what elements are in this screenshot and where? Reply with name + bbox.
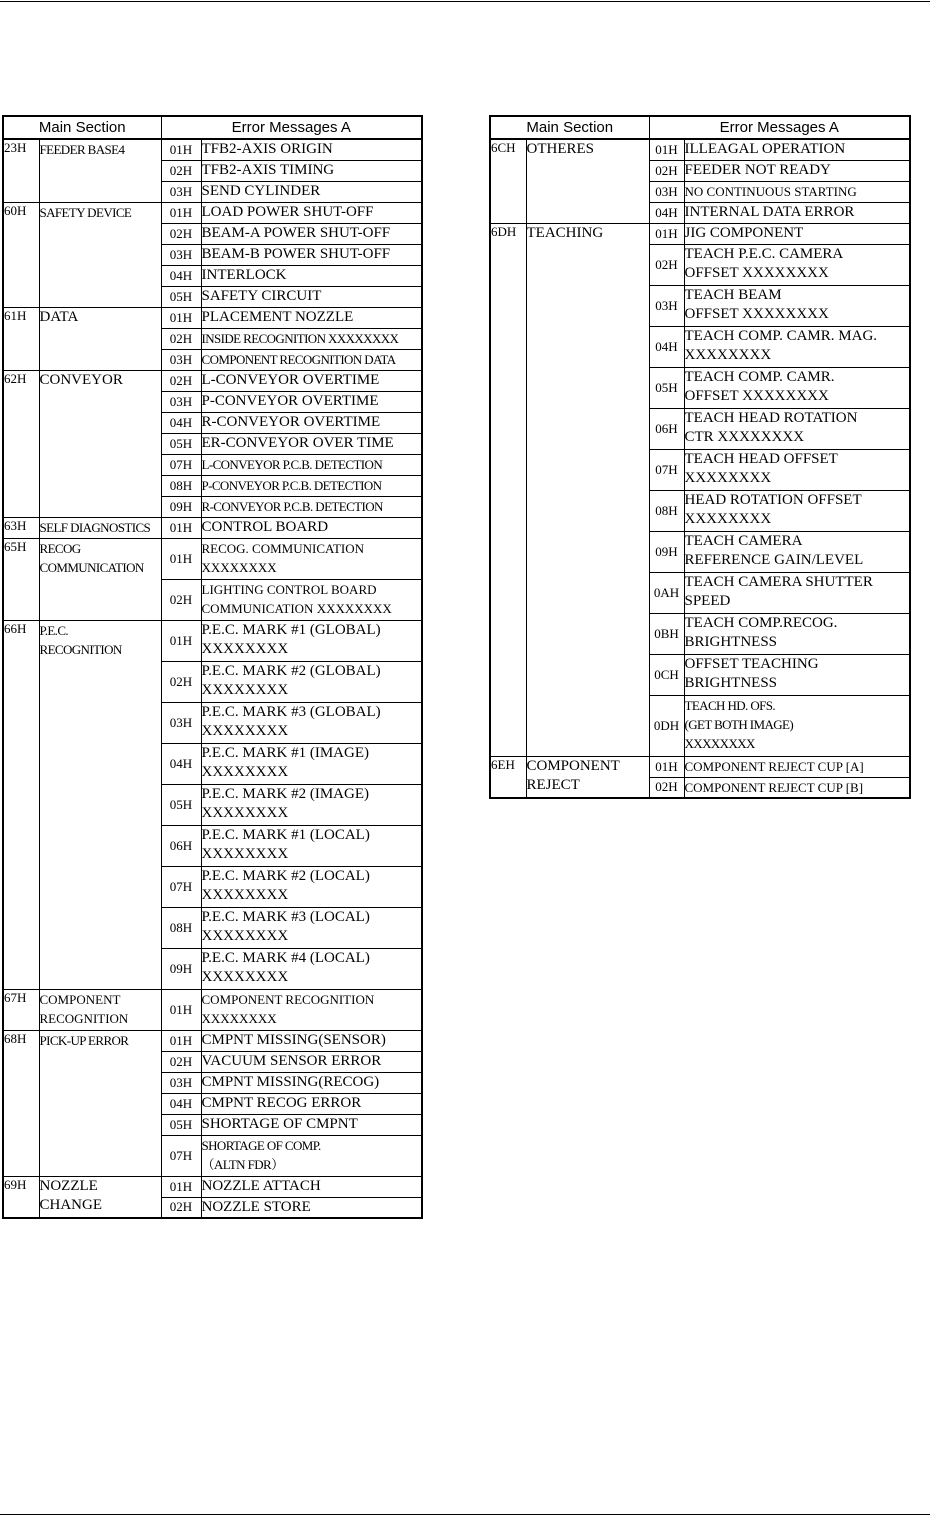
error-message-line: CONTROL BOARD bbox=[201, 518, 329, 535]
error-sub-code: 03H bbox=[161, 349, 201, 370]
error-message-line: XXXXXXXX bbox=[201, 763, 289, 780]
error-sub-code: 01H bbox=[161, 538, 201, 579]
error-message-line: P.E.C. MARK #3 (GLOBAL) bbox=[201, 703, 381, 720]
left-error-table bbox=[2, 115, 423, 1219]
error-message bbox=[201, 1051, 422, 1072]
error-message bbox=[684, 572, 910, 613]
error-message-line: XXXXXXXX bbox=[684, 510, 772, 527]
table-row bbox=[3, 989, 422, 1030]
error-message bbox=[201, 1135, 422, 1176]
error-message bbox=[684, 367, 910, 408]
main-section-code: 67H bbox=[3, 989, 39, 1030]
error-message bbox=[201, 743, 422, 784]
error-message-line: TEACH HEAD ROTATION bbox=[684, 409, 858, 426]
error-message-line: COMPONENT REJECT CUP [B] bbox=[684, 779, 864, 795]
error-message bbox=[684, 531, 910, 572]
error-message-line: P.E.C. MARK #1 (IMAGE) bbox=[201, 744, 370, 761]
main-section-code: 63H bbox=[3, 517, 39, 538]
error-sub-code: 04H bbox=[649, 202, 684, 223]
error-message bbox=[201, 784, 422, 825]
error-message bbox=[201, 620, 422, 661]
error-message-line: INTERNAL DATA ERROR bbox=[684, 203, 855, 220]
error-sub-code: 03H bbox=[161, 244, 201, 265]
main-section-name-line: SAFETY DEVICE bbox=[39, 204, 132, 220]
error-messages-header: Error Messages A bbox=[649, 116, 910, 139]
error-message-line: CTR XXXXXXXX bbox=[684, 428, 805, 445]
error-message-line: JIG COMPONENT bbox=[684, 224, 804, 241]
error-sub-code: 03H bbox=[649, 181, 684, 202]
main-section-name-line: PICK-UP ERROR bbox=[39, 1032, 129, 1048]
error-message-line: HEAD ROTATION OFFSET bbox=[684, 491, 862, 508]
table-row bbox=[3, 517, 422, 538]
error-message-line: SAFETY CIRCUIT bbox=[201, 287, 322, 304]
error-sub-code: 01H bbox=[161, 989, 201, 1030]
main-section-name bbox=[39, 620, 161, 989]
main-section-name-line: RECOGNITION bbox=[39, 641, 122, 657]
error-message bbox=[201, 244, 422, 265]
error-sub-code: 05H bbox=[649, 367, 684, 408]
error-sub-code: 01H bbox=[161, 307, 201, 328]
error-sub-code: 05H bbox=[161, 1114, 201, 1135]
error-sub-code: 02H bbox=[161, 223, 201, 244]
error-message-line: CMPNT MISSING(SENSOR) bbox=[201, 1031, 386, 1048]
main-section-name bbox=[39, 202, 161, 307]
error-message-line: P.E.C. MARK #4 (LOCAL) bbox=[201, 949, 370, 966]
error-message-line: OFFSET XXXXXXXX bbox=[684, 305, 829, 322]
error-message bbox=[201, 433, 422, 454]
error-sub-code: 03H bbox=[649, 285, 684, 326]
error-message bbox=[201, 1197, 422, 1218]
error-message bbox=[684, 756, 910, 777]
error-message-line: P.E.C. MARK #2 (IMAGE) bbox=[201, 785, 370, 802]
error-sub-code: 04H bbox=[161, 1093, 201, 1114]
error-message-line: R-CONVEYOR P.C.B. DETECTION bbox=[201, 498, 383, 514]
error-message bbox=[201, 349, 422, 370]
main-section-header: Main Section bbox=[490, 116, 649, 139]
error-message bbox=[201, 1114, 422, 1135]
error-message bbox=[201, 265, 422, 286]
main-section-code: 23H bbox=[3, 139, 39, 202]
error-message-line: P.E.C. MARK #1 (LOCAL) bbox=[201, 826, 370, 843]
error-message-line: SEND CYLINDER bbox=[201, 182, 321, 199]
error-message-line: TEACH BEAM bbox=[684, 286, 782, 303]
error-message-line: R-CONVEYOR OVERTIME bbox=[201, 413, 381, 430]
error-sub-code: 02H bbox=[161, 579, 201, 620]
error-message-line: LIGHTING CONTROL BOARD bbox=[201, 581, 377, 597]
error-sub-code: 05H bbox=[161, 286, 201, 307]
error-message bbox=[201, 370, 422, 391]
error-message-line: COMPONENT RECOGNITION DATA bbox=[201, 351, 396, 367]
error-message bbox=[201, 1093, 422, 1114]
error-message-line: P-CONVEYOR OVERTIME bbox=[201, 392, 379, 409]
error-sub-code: 08H bbox=[649, 490, 684, 531]
error-message-line: ILLEAGAL OPERATION bbox=[684, 141, 846, 157]
error-message bbox=[684, 202, 910, 223]
main-section-name-line: SELF DIAGNOSTICS bbox=[39, 519, 151, 535]
error-message-line: P-CONVEYOR P.C.B. DETECTION bbox=[201, 477, 382, 493]
error-message bbox=[684, 654, 910, 695]
error-message-line: BRIGHTNESS bbox=[684, 633, 778, 650]
error-message-line: COMMUNICATION XXXXXXXX bbox=[201, 600, 392, 616]
error-sub-code: 03H bbox=[161, 391, 201, 412]
main-section-name-line: OTHERES bbox=[526, 141, 594, 157]
error-message bbox=[201, 948, 422, 989]
main-section-name-line: P.E.C. bbox=[39, 622, 69, 638]
error-message bbox=[684, 326, 910, 367]
table-row bbox=[3, 139, 422, 160]
main-section-name-line: REJECT bbox=[526, 776, 580, 793]
error-message-line: XXXXXXXX bbox=[201, 559, 277, 575]
error-message bbox=[201, 496, 422, 517]
error-message-line: ER-CONVEYOR OVER TIME bbox=[201, 434, 394, 451]
main-section-name bbox=[39, 517, 161, 538]
main-section-name-line: CHANGE bbox=[39, 1196, 102, 1213]
error-sub-code: 02H bbox=[649, 777, 684, 798]
error-message bbox=[684, 449, 910, 490]
error-sub-code: 01H bbox=[161, 1176, 201, 1197]
error-message-line: LOAD POWER SHUT-OFF bbox=[201, 203, 374, 220]
error-message-line: XXXXXXXX bbox=[201, 968, 289, 985]
main-section-name-line: RECOG bbox=[39, 540, 81, 556]
error-message bbox=[201, 454, 422, 475]
error-message-line: TEACH P.E.C. CAMERA bbox=[684, 245, 844, 262]
error-message-line: TEACH COMP. CAMR. bbox=[684, 368, 835, 385]
error-message-line: XXXXXXXX bbox=[201, 722, 289, 739]
error-message-line: XXXXXXXX bbox=[684, 735, 755, 751]
table-row bbox=[3, 307, 422, 328]
main-section-code: 6EH bbox=[490, 756, 526, 798]
error-message-line: XXXXXXXX bbox=[684, 346, 772, 363]
main-section-code: 6CH bbox=[490, 139, 526, 223]
main-section-name bbox=[526, 139, 649, 223]
main-section-name-line: NOZZLE bbox=[39, 1177, 98, 1194]
main-section-name-line: TEACHING bbox=[526, 224, 604, 241]
error-message-line: XXXXXXXX bbox=[201, 804, 289, 821]
error-sub-code: 0CH bbox=[649, 654, 684, 695]
error-message-line: TFB2-AXIS ORIGIN bbox=[201, 141, 333, 157]
error-message-line: TEACH HD. OFS. bbox=[684, 697, 776, 713]
error-message-line: COMPONENT RECOGNITION bbox=[201, 991, 375, 1007]
error-message bbox=[684, 695, 910, 756]
error-message bbox=[684, 223, 910, 244]
error-sub-code: 07H bbox=[161, 866, 201, 907]
error-sub-code: 02H bbox=[649, 244, 684, 285]
error-message-line: INTERLOCK bbox=[201, 266, 287, 283]
error-message bbox=[684, 139, 910, 160]
error-message-line: XXXXXXXX bbox=[201, 640, 289, 657]
error-sub-code: 08H bbox=[161, 907, 201, 948]
error-message-line: BEAM-A POWER SHUT-OFF bbox=[201, 224, 391, 241]
error-message-line: TFB2-AXIS TIMING bbox=[201, 161, 335, 178]
error-message-line: P.E.C. MARK #3 (LOCAL) bbox=[201, 908, 370, 925]
main-section-name bbox=[39, 370, 161, 517]
error-sub-code: 01H bbox=[649, 756, 684, 777]
error-message-line: NOZZLE ATTACH bbox=[201, 1177, 321, 1194]
error-sub-code: 01H bbox=[161, 517, 201, 538]
error-message-line: TEACH COMP.RECOG. bbox=[684, 614, 838, 631]
error-message-line: OFFSET XXXXXXXX bbox=[684, 387, 829, 404]
error-message-line: INSIDE RECOGNITION XXXXXXXX bbox=[201, 330, 399, 346]
error-sub-code: 01H bbox=[161, 139, 201, 160]
error-sub-code: 01H bbox=[161, 202, 201, 223]
error-message-line: (GET BOTH IMAGE) bbox=[684, 716, 794, 732]
error-message bbox=[201, 1072, 422, 1093]
table-header-row bbox=[3, 116, 422, 139]
main-section-name-line: DATA bbox=[39, 308, 79, 325]
error-message bbox=[201, 538, 422, 579]
main-section-name bbox=[39, 139, 161, 202]
error-message-line: XXXXXXXX bbox=[201, 927, 289, 944]
error-message-line: L-CONVEYOR OVERTIME bbox=[201, 371, 380, 388]
main-section-code: 60H bbox=[3, 202, 39, 307]
error-sub-code: 01H bbox=[649, 139, 684, 160]
error-message-line: L-CONVEYOR P.C.B. DETECTION bbox=[201, 456, 383, 472]
table-header-row bbox=[490, 116, 910, 139]
error-sub-code: 09H bbox=[161, 496, 201, 517]
main-section-name bbox=[39, 989, 161, 1030]
error-sub-code: 02H bbox=[161, 1197, 201, 1218]
error-message bbox=[201, 517, 422, 538]
error-sub-code: 04H bbox=[649, 326, 684, 367]
error-message-line: FEEDER NOT READY bbox=[684, 161, 831, 178]
error-sub-code: 02H bbox=[161, 328, 201, 349]
error-message-line: TEACH HEAD OFFSET bbox=[684, 450, 838, 467]
error-message-line: TEACH CAMERA bbox=[684, 532, 803, 549]
error-message-line: P.E.C. MARK #1 (GLOBAL) bbox=[201, 621, 381, 638]
error-message-line: BEAM-B POWER SHUT-OFF bbox=[201, 245, 391, 262]
error-message bbox=[684, 613, 910, 654]
bottom-rule bbox=[0, 1514, 930, 1515]
error-message bbox=[201, 181, 422, 202]
main-section-name bbox=[526, 223, 649, 756]
main-section-name bbox=[39, 1030, 161, 1176]
error-message-line: P.E.C. MARK #2 (LOCAL) bbox=[201, 867, 370, 884]
main-section-name-line: COMPONENT bbox=[39, 991, 121, 1007]
error-message bbox=[684, 160, 910, 181]
error-message bbox=[201, 475, 422, 496]
error-message-line: PLACEMENT NOZZLE bbox=[201, 308, 354, 325]
error-message-line: CMPNT MISSING(RECOG) bbox=[201, 1073, 380, 1090]
error-message bbox=[684, 285, 910, 326]
error-message bbox=[201, 907, 422, 948]
error-message-line: OFFSET XXXXXXXX bbox=[684, 264, 829, 281]
table-row bbox=[3, 202, 422, 223]
error-message-line: XXXXXXXX bbox=[201, 845, 289, 862]
main-section-code: 62H bbox=[3, 370, 39, 517]
error-sub-code: 03H bbox=[161, 1072, 201, 1093]
error-message-line: NO CONTINUOUS STARTING bbox=[684, 183, 857, 199]
error-sub-code: 04H bbox=[161, 743, 201, 784]
error-sub-code: 02H bbox=[161, 661, 201, 702]
error-sub-code: 09H bbox=[649, 531, 684, 572]
error-message-line: SHORTAGE OF CMPNT bbox=[201, 1115, 358, 1132]
error-message bbox=[201, 989, 422, 1030]
main-section-name bbox=[39, 307, 161, 370]
error-message-line: TEACH COMP. CAMR. MAG. bbox=[684, 327, 878, 344]
error-message bbox=[201, 307, 422, 328]
error-message bbox=[201, 1030, 422, 1051]
error-message bbox=[201, 412, 422, 433]
error-message-line: XXXXXXXX bbox=[684, 469, 772, 486]
main-section-header: Main Section bbox=[3, 116, 161, 139]
error-message-line: VACUUM SENSOR ERROR bbox=[201, 1052, 382, 1069]
error-message bbox=[684, 777, 910, 798]
error-message bbox=[201, 202, 422, 223]
main-section-name-line: COMPONENT bbox=[526, 757, 620, 774]
error-message-line: RECOG. COMMUNICATION bbox=[201, 540, 365, 556]
error-sub-code: 06H bbox=[161, 825, 201, 866]
error-message-line: XXXXXXXX bbox=[201, 886, 289, 903]
main-section-name-line: RECOGNITION bbox=[39, 1010, 129, 1026]
error-sub-code: 03H bbox=[161, 702, 201, 743]
main-section-name-line: CONVEYOR bbox=[39, 371, 123, 388]
main-section-code: 65H bbox=[3, 538, 39, 620]
main-section-code: 69H bbox=[3, 1176, 39, 1218]
error-sub-code: 04H bbox=[161, 412, 201, 433]
error-sub-code: 02H bbox=[161, 370, 201, 391]
error-message bbox=[201, 661, 422, 702]
error-messages-header: Error Messages A bbox=[161, 116, 422, 139]
main-section-name-line: FEEDER BASE4 bbox=[39, 142, 125, 157]
error-message-line: SHORTAGE OF COMP. bbox=[201, 1137, 321, 1153]
error-sub-code: 08H bbox=[161, 475, 201, 496]
error-message-line: NOZZLE STORE bbox=[201, 1198, 311, 1215]
table-row bbox=[490, 139, 910, 160]
error-sub-code: 04H bbox=[161, 265, 201, 286]
error-message-line: OFFSET TEACHING bbox=[684, 655, 819, 672]
error-message bbox=[684, 408, 910, 449]
error-message-line: P.E.C. MARK #2 (GLOBAL) bbox=[201, 662, 381, 679]
error-sub-code: 07H bbox=[161, 1135, 201, 1176]
error-sub-code: 0AH bbox=[649, 572, 684, 613]
table-row bbox=[490, 223, 910, 244]
error-message bbox=[201, 579, 422, 620]
error-message bbox=[201, 866, 422, 907]
error-message bbox=[684, 490, 910, 531]
error-message-line: COMPONENT REJECT CUP [A] bbox=[684, 758, 864, 774]
main-section-code: 66H bbox=[3, 620, 39, 989]
error-message-line: XXXXXXXX bbox=[201, 1010, 277, 1026]
table-row bbox=[3, 370, 422, 391]
error-sub-code: 01H bbox=[649, 223, 684, 244]
top-rule bbox=[0, 1, 930, 2]
error-sub-code: 07H bbox=[161, 454, 201, 475]
error-sub-code: 0DH bbox=[649, 695, 684, 756]
error-message bbox=[201, 139, 422, 160]
error-message-line: CMPNT RECOG ERROR bbox=[201, 1094, 362, 1111]
main-section-name bbox=[39, 538, 161, 620]
error-message bbox=[201, 160, 422, 181]
right-error-table bbox=[489, 115, 911, 799]
error-message bbox=[201, 223, 422, 244]
error-message bbox=[201, 286, 422, 307]
main-section-code: 68H bbox=[3, 1030, 39, 1176]
error-sub-code: 02H bbox=[161, 1051, 201, 1072]
error-message bbox=[201, 702, 422, 743]
error-sub-code: 05H bbox=[161, 784, 201, 825]
error-sub-code: 09H bbox=[161, 948, 201, 989]
error-message bbox=[684, 244, 910, 285]
error-sub-code: 02H bbox=[161, 160, 201, 181]
table-row bbox=[3, 1176, 422, 1197]
error-message bbox=[684, 181, 910, 202]
error-sub-code: 07H bbox=[649, 449, 684, 490]
error-message-line: XXXXXXXX bbox=[201, 681, 289, 698]
main-section-name bbox=[39, 1176, 161, 1218]
error-sub-code: 02H bbox=[649, 160, 684, 181]
main-section-name bbox=[526, 756, 649, 798]
main-section-code: 61H bbox=[3, 307, 39, 370]
main-section-name-line: COMMUNICATION bbox=[39, 559, 144, 575]
table-row bbox=[3, 1030, 422, 1051]
error-sub-code: 05H bbox=[161, 433, 201, 454]
error-sub-code: 01H bbox=[161, 1030, 201, 1051]
error-message bbox=[201, 328, 422, 349]
error-sub-code: 01H bbox=[161, 620, 201, 661]
error-message-line: REFERENCE GAIN/LEVEL bbox=[684, 551, 864, 568]
main-section-code: 6DH bbox=[490, 223, 526, 756]
table-row bbox=[490, 756, 910, 777]
table-row bbox=[3, 538, 422, 579]
error-sub-code: 0BH bbox=[649, 613, 684, 654]
error-sub-code: 03H bbox=[161, 181, 201, 202]
error-sub-code: 06H bbox=[649, 408, 684, 449]
error-message bbox=[201, 1176, 422, 1197]
error-message bbox=[201, 825, 422, 866]
error-message-line: TEACH CAMERA SHUTTER bbox=[684, 573, 873, 590]
table-row bbox=[3, 620, 422, 661]
error-message-line: （ALTN FDR） bbox=[201, 1156, 284, 1172]
error-message-line: BRIGHTNESS bbox=[684, 674, 778, 691]
error-message-line: SPEED bbox=[684, 592, 731, 609]
error-message bbox=[201, 391, 422, 412]
